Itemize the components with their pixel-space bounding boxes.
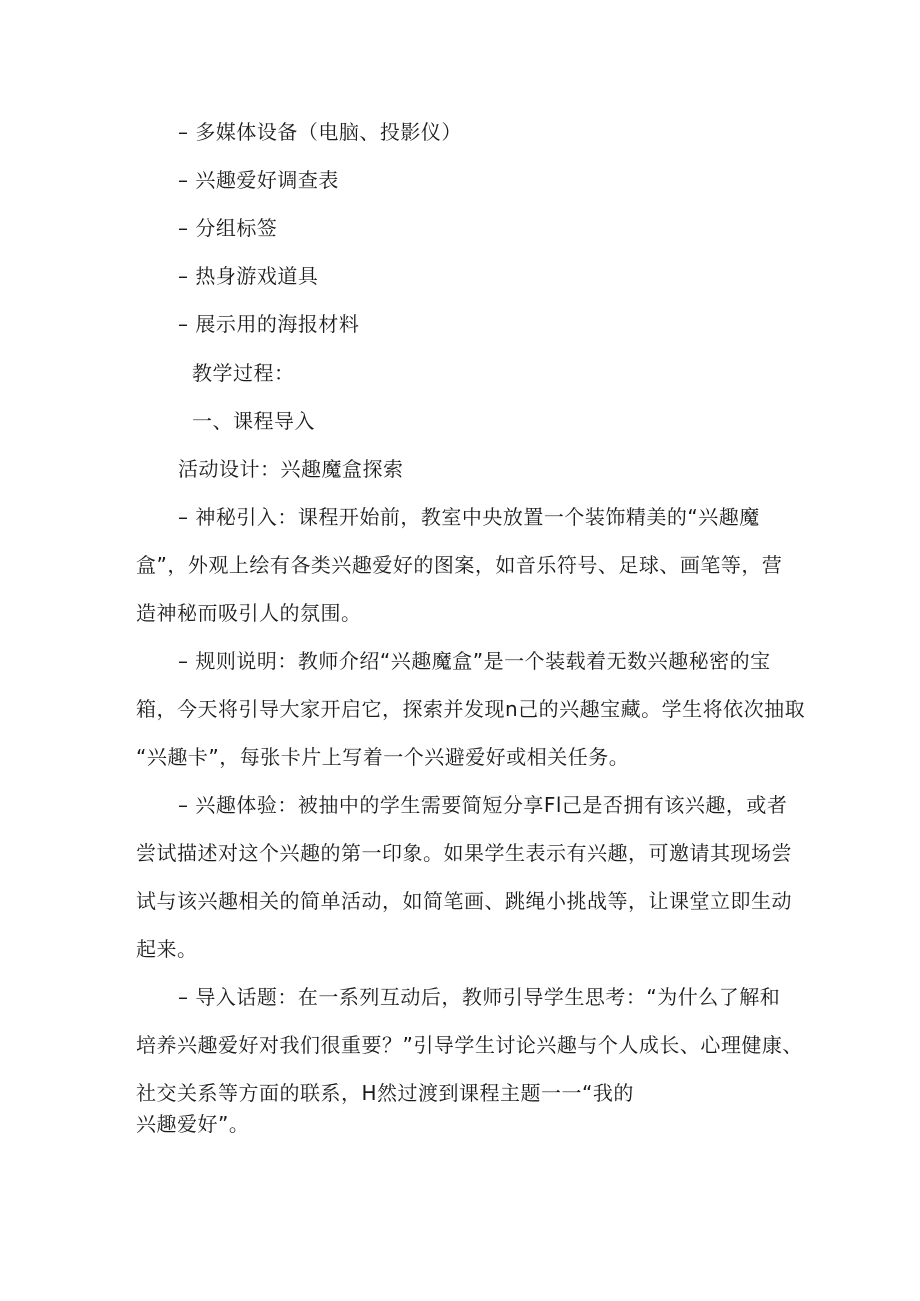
paragraph-line: 培养兴趣爱好对我们很重要？”引导学生讨论兴趣与个人成长、心理健康、 — [136, 1033, 803, 1057]
material-item: – 兴趣爱好调查表 — [178, 168, 339, 192]
subsection-title: 一、课程导入 — [192, 409, 315, 433]
material-item: – 热身游戏道具 — [178, 264, 319, 288]
material-item: – 多媒体设备（电脑、投影仪） — [178, 120, 462, 144]
paragraph-line: 起来。 — [136, 937, 198, 961]
paragraph-line: 兴趣爱好”。 — [136, 1112, 250, 1136]
paragraph-line: – 规则说明：教师介绍“兴趣魔盒”是一个装载着无数兴趣秘密的宝 — [178, 649, 771, 673]
paragraph-line: “兴趣卡”，每张卡片上写着一个兴避爱好或相关任务。 — [136, 745, 630, 769]
paragraph-line: 社交关系等方面的联系，H然过渡到课程主题一一“我的 — [136, 1081, 634, 1105]
paragraph-line: 试与该兴趣相关的简单活动，如简笔画、跳绳小挑战等，让课堂立即生动 — [136, 889, 792, 913]
activity-title: 活动设计：兴趣魔盒探索 — [178, 457, 404, 481]
material-item: – 展示用的海报材料 — [178, 312, 360, 336]
paragraph-line: 箱，今天将引导大家开启它，探索并发现n己的兴趣宝藏。学生将依次抽取 — [136, 697, 806, 721]
paragraph-line: – 神秘引入：课程开始前，教室中央放置一个装饰精美的“兴趣魔 — [178, 505, 760, 529]
paragraph-line: – 导入话题：在一系列互动后，教师引导学生思考：“为什么了解和 — [178, 985, 781, 1009]
paragraph-line: 盒”，外观上绘有各类兴趣爱好的图案，如音乐符号、足球、画笔等，营 — [136, 553, 783, 577]
material-item: – 分组标签 — [178, 216, 278, 240]
paragraph-line: 尝试描述对这个兴趣的第一印象。如果学生表示有兴趣，可邀请其现场尝 — [136, 841, 792, 865]
paragraph-line: 造神秘而吸引人的氛围。 — [136, 601, 362, 625]
section-title: 教学过程： — [192, 361, 295, 385]
paragraph-line: – 兴趣体验：被抽中的学生需要简短分享Fl己是否拥有该兴趣，或者 — [178, 793, 788, 817]
